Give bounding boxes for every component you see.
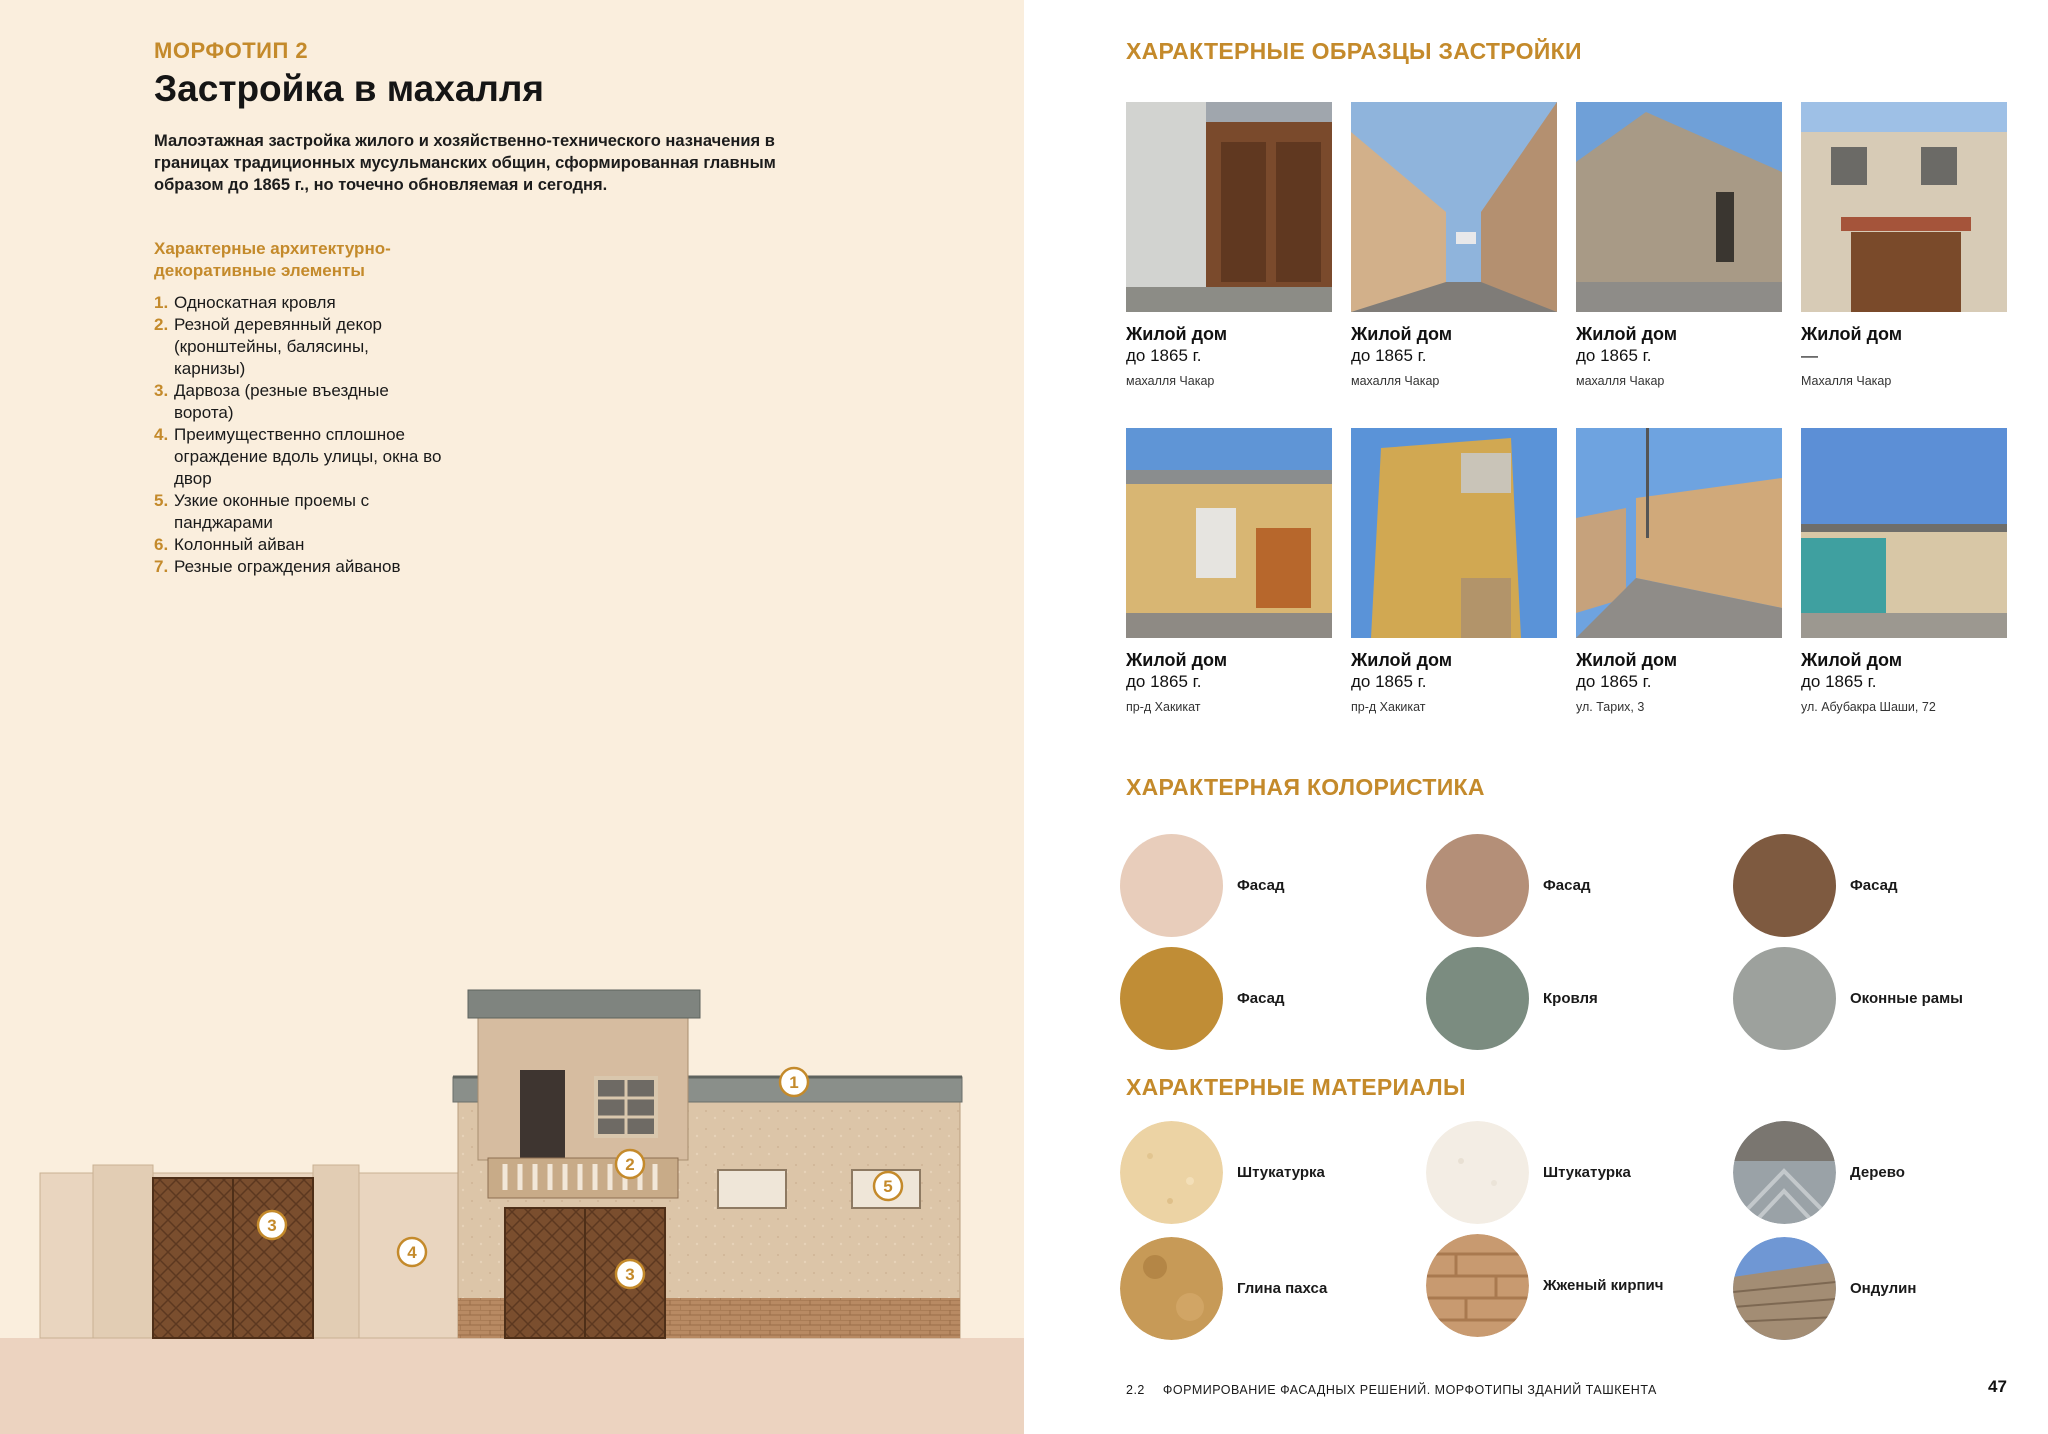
material-swatch: Ондулин [1733,1237,1916,1340]
swatch-dot [1120,947,1223,1050]
sample-photo [1801,428,2007,638]
sample-card [1576,102,1782,390]
elements-list [154,292,444,578]
facade-illustration [0,980,1024,1434]
list-item: 6. Колонный айван [154,535,305,554]
lead-paragraph: Малоэтажная застройка жилого и хозяйственно-технического назначения в границах традиционных мусульманских общин, сформированная главным образом до 1865 г., но точечно обновляемая и сегодня. [154,132,776,194]
colors-heading: ХАРАКТЕРНАЯ КОЛОРИСТИКА [1126,774,1485,800]
sample-card [1576,428,1782,716]
sample-date: до 1865 г. [1126,346,1202,365]
window-panjara [718,1170,786,1208]
material-swatch: Дерево [1733,1121,1905,1224]
sample-location: пр-д Хакикат [1126,700,1201,714]
sample-location: ул. Абубакра Шаши, 72 [1801,700,1936,714]
materials-heading: ХАРАКТЕРНЫЕ МАТЕРИАЛЫ [1126,1074,1466,1100]
sample-title: Жилой дом [1801,324,1903,344]
list-item: 5. Узкие оконные проемы с панджарами [154,491,370,532]
sample-photo [1801,102,2007,312]
color-swatch: Фасад [1120,834,1285,937]
color-swatch: Оконные рамы [1733,947,1963,1050]
sample-photo [1351,102,1557,312]
sample-title: Жилой дом [1801,650,1903,670]
marker-1: 1 [789,1073,799,1092]
sample-card [1126,102,1332,390]
sample-date: до 1865 г. [1351,672,1427,691]
swatch-dot [1426,834,1529,937]
marker-3b: 3 [625,1265,635,1284]
material-swatch: Жженый кирпич [1426,1234,1663,1337]
material-swatch: Штукатурка [1426,1121,1631,1224]
list-item: 3. Дарвоза (резные въездные ворота) [154,381,389,422]
sample-date: до 1865 г. [1351,346,1427,365]
sample-photo [1576,102,1782,312]
color-swatch: Кровля [1426,947,1598,1050]
material-swatch: Штукатурка [1120,1121,1325,1224]
sample-card [1801,428,2007,716]
ondulin-texture [1733,1237,1836,1340]
marker-2: 2 [625,1155,635,1174]
marker-3: 3 [267,1216,277,1235]
swatch-dot [1733,834,1836,937]
footer-section: 2.2 [1126,1383,1145,1397]
sample-title: Жилой дом [1576,324,1678,344]
plaster-texture [1426,1121,1529,1224]
elements-heading: Характерные архитектурно-декоративные элементы [154,239,391,280]
ground [0,1338,1024,1434]
sample-location: Махалля Чакар [1801,374,1892,388]
footer-chapter: ФОРМИРОВАНИЕ ФАСАДНЫХ РЕШЕНИЙ. МОРФОТИПЫ ЗДАНИЙ ТАШКЕНТА [1162,1383,1657,1397]
upper-roof [468,990,700,1018]
brick-texture [1426,1234,1529,1337]
footer [1126,1383,1657,1397]
sample-location: пр-д Хакикат [1351,700,1426,714]
wood-texture [1733,1121,1836,1224]
sample-date: до 1865 г. [1801,672,1877,691]
sample-location: махалля Чакар [1576,374,1665,388]
sample-card [1351,428,1557,716]
color-swatch: Фасад [1120,947,1285,1050]
swatch-dot [1426,947,1529,1050]
page-number: 47 [1988,1377,2007,1396]
sample-location: ул. Тарих, 3 [1576,700,1645,714]
sample-photo [1126,428,1332,638]
samples-heading: ХАРАКТЕРНЫЕ ОБРАЗЦЫ ЗАСТРОЙКИ [1126,38,1582,64]
plaster-texture [1120,1121,1223,1224]
clay-texture [1120,1237,1223,1340]
sample-date: — [1801,346,1818,365]
marker-5: 5 [883,1177,893,1196]
color-swatch: Фасад [1733,834,1898,937]
list-item: 2. Резной деревянный декор (кронштейны, балясины, карнизы) [154,315,382,378]
page-title: Застройка в махалля [154,68,545,109]
swatch-dot [1733,947,1836,1050]
sample-photo [1126,102,1332,312]
sample-date: до 1865 г. [1576,346,1652,365]
color-swatch: Фасад [1426,834,1591,937]
sample-title: Жилой дом [1126,324,1228,344]
list-item: 1. Односкатная кровля [154,293,336,312]
marker-4: 4 [407,1243,417,1262]
sample-card [1351,102,1557,390]
sample-card [1801,102,2007,390]
sample-date: до 1865 г. [1576,672,1652,691]
sample-title: Жилой дом [1576,650,1678,670]
list-item: 7. Резные ограждения айванов [154,557,401,576]
morphotype-kicker: МОРФОТИП 2 [154,38,309,63]
sample-card [1126,428,1332,716]
sample-title: Жилой дом [1351,324,1453,344]
sample-title: Жилой дом [1126,650,1228,670]
sample-location: махалля Чакар [1351,374,1440,388]
sample-date: до 1865 г. [1126,672,1202,691]
swatch-dot [1120,834,1223,937]
sample-photo [1576,428,1782,638]
sample-location: махалля Чакар [1126,374,1215,388]
material-swatch: Глина пахса [1120,1237,1327,1340]
list-item: 4. Преимущественно сплошное ограждение вдоль улицы, окна во двор [154,425,442,488]
sample-photo [1351,428,1557,638]
sample-title: Жилой дом [1351,650,1453,670]
